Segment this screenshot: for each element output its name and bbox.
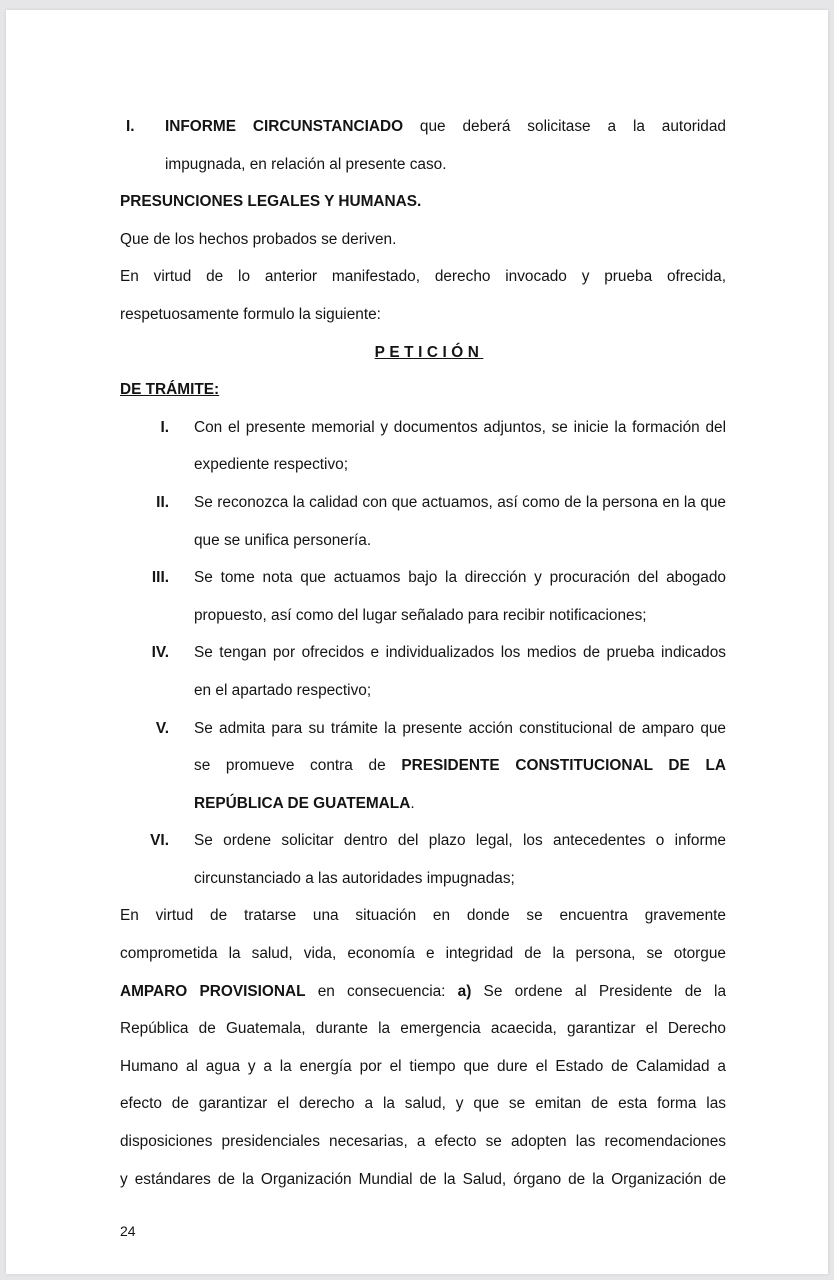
closing-line: En virtud de tratarse una situación en donde se encuentra gravemente [120, 907, 726, 925]
item-number: I. [126, 118, 135, 135]
item-line: Se ordene solicitar dentro del plazo legal, los antecedentes o informe [194, 832, 726, 850]
tramite-item [120, 822, 726, 897]
item-line: impugnada, en relación al presente caso. [165, 155, 447, 173]
item-line: Se admita para su trámite la presente acción constitucional de amparo que [194, 719, 726, 737]
presunciones-heading: PRESUNCIONES LEGALES Y HUMANAS. [120, 193, 422, 211]
peticion-title: PETICIÓN [374, 343, 484, 361]
intro-line: respetuosamente formulo la siguiente: [120, 305, 381, 323]
item-number: IV. [151, 644, 169, 662]
item-number: III. [151, 569, 169, 587]
tramite-item [120, 634, 726, 709]
item-line: propuesto, así como del lugar señalado para recibir notificaciones; [194, 606, 647, 624]
presunciones-text: Que de los hechos probados se deriven. [120, 230, 397, 248]
item-number: I. [160, 418, 169, 436]
tramite-heading: DE TRÁMITE: [120, 381, 220, 399]
closing-line: República de Guatemala, durante la emergencia acaecida, garantizar el Derecho [120, 1020, 726, 1038]
closing-line: efecto de garantizar el derecho a la salud, y que se emitan de esta forma las [120, 1095, 726, 1113]
item-line: que se unifica personería. [194, 531, 372, 549]
tramite-item [120, 710, 726, 823]
closing-line: Humano al agua y a la energía por el tiempo que dure el Estado de Calamidad a [120, 1057, 726, 1075]
item-line: INFORME CIRCUNSTANCIADO que deberá solicitase a la autoridad [165, 118, 726, 135]
item-line: expediente respectivo; [194, 456, 349, 474]
peticion-title-row [120, 334, 726, 372]
item-line: en el apartado respectivo; [194, 681, 372, 699]
tramite-item [120, 409, 726, 484]
tramite-list [120, 409, 726, 898]
item-line: se promueve contra de PRESIDENTE CONSTITUCIONAL DE LA [194, 757, 726, 775]
informe-item [120, 108, 726, 183]
closing-line: comprometida la salud, vida, economía e integridad de la persona, se otorgue [120, 945, 726, 963]
item-line: Con el presente memorial y documentos adjuntos, se inicie la formación del [194, 418, 726, 436]
closing-line: AMPARO PROVISIONAL en consecuencia: a) Se ordene al Presidente de la [120, 982, 727, 1000]
item-line: circunstanciado a las autoridades impugnadas; [194, 869, 515, 887]
intro-line: En virtud de lo anterior manifestado, derecho invocado y prueba ofrecida, [120, 268, 726, 286]
item-line: Se tengan por ofrecidos e individualizados los medios de prueba indicados [194, 644, 726, 662]
tramite-item [120, 559, 726, 634]
item-line: REPÚBLICA DE GUATEMALA. [194, 794, 415, 812]
item-bold-label: INFORME CIRCUNSTANCIADO [165, 118, 404, 135]
closing-paragraph [120, 897, 726, 1198]
closing-line: disposiciones presidenciales necesarias, a efecto se adopten las recomendaciones [120, 1133, 726, 1151]
item-line: Se reconozca la calidad con que actuamos, así como de la persona en la que [194, 493, 726, 511]
tramite-item [120, 484, 726, 559]
document-page [6, 10, 828, 1274]
item-line: Se tome nota que actuamos bajo la dirección y procuración del abogado [194, 569, 726, 587]
item-number: V. [155, 719, 169, 737]
page-number: 24 [120, 1223, 136, 1239]
tramite-heading-row [120, 371, 726, 409]
document-body [120, 108, 726, 1198]
item-number: VI. [150, 832, 169, 850]
closing-line: y estándares de la Organización Mundial de la Salud, órgano de la Organización de [120, 1170, 726, 1188]
item-number: II. [156, 493, 169, 511]
